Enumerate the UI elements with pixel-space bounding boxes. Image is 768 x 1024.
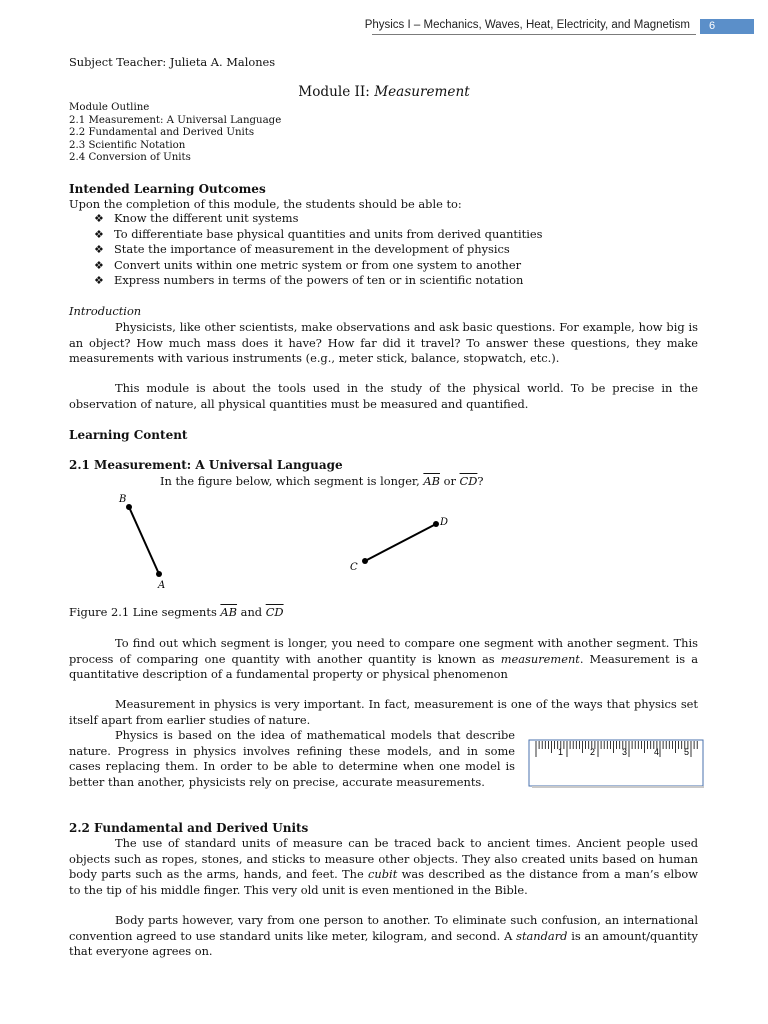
outline-item: 2.1 Measurement: A Universal Language	[69, 114, 282, 126]
ruler-number: 1	[558, 747, 564, 757]
caption-and: and	[237, 605, 266, 619]
question-prefix: In the figure below, which segment is longer,	[160, 474, 424, 488]
ruler-frame	[529, 740, 703, 786]
intro-p2-text: This module is about the tools used in the study of the physical world. To be precise in the observation of nature, all physical quantities must be measured and quantified.	[69, 381, 698, 411]
paragraph-standards-1	[69, 836, 698, 898]
outcome-item	[94, 211, 542, 227]
ruler-image	[528, 739, 704, 788]
segment-question	[160, 474, 484, 488]
compare-term: measurement	[500, 651, 580, 666]
standards-1-text-a: The use of standard units of measure can be traced back to ancient times. Ancient people used objects such as ropes, stones, and sticks to measure other objects. They also created units based on human body parts such as the arms, hands, and feet. The	[69, 836, 698, 881]
paragraph-importance	[69, 697, 698, 728]
question-suffix: ?	[477, 474, 484, 488]
learning-content-heading: Learning Content	[69, 428, 188, 442]
point-c	[362, 558, 368, 564]
figure-caption	[69, 605, 284, 619]
intro-paragraph-2	[69, 381, 698, 412]
ruler-shadow	[532, 786, 704, 788]
caption-cd: $\overline{CD}$	[265, 605, 284, 619]
module-outline	[69, 102, 698, 165]
paragraph-standards-2	[69, 913, 698, 960]
introduction-heading: Introduction	[69, 304, 142, 318]
ruler-number: 4	[654, 747, 660, 757]
diamond-bullet-icon: ❖	[94, 243, 104, 256]
outcomes-list	[94, 211, 542, 289]
question-or: or	[439, 474, 460, 488]
ruler-number: 3	[622, 747, 628, 757]
outline-item: 2.3 Scientific Notation	[69, 139, 186, 151]
segment-ab-line	[129, 507, 159, 574]
section-2-1-heading: 2.1 Measurement: A Universal Language	[69, 458, 343, 472]
outcome-text: Express numbers in terms of the powers of ten or in scientific notation	[114, 273, 524, 287]
standards-1-text-b: was described as the distance from a man’s elbow to the tip of his middle finger. This very old unit is even mentioned in the Bible.	[69, 867, 699, 897]
outcomes-lead: Upon the completion of this module, the students should be able to:	[69, 197, 462, 211]
point-a	[156, 571, 162, 577]
paragraph-models	[69, 728, 515, 790]
cubit-term: cubit	[368, 867, 398, 881]
outline-item: 2.4 Conversion of Units	[69, 152, 191, 164]
compare-text-a: To find out which segment is longer, you need to compare one segment with another segment. This process of comparing one quantity with another quantity is known as	[69, 636, 698, 666]
line-segments-figure	[100, 488, 480, 598]
diamond-bullet-icon: ❖	[94, 212, 104, 225]
intro-paragraph-1	[69, 320, 698, 367]
ruler-number: 2	[590, 747, 596, 757]
label-b: B	[119, 494, 127, 505]
outcome-item	[94, 227, 542, 243]
module-name: Measurement	[374, 84, 470, 100]
outcome-text: State the importance of measurement in the development of physics	[114, 242, 510, 256]
outcome-text: Convert units within one metric system or from one system to another	[114, 257, 522, 272]
importance-text: Measurement in physics is very important. In fact, measurement is one of the ways that physics set itself apart from earlier studies of nature.	[69, 697, 698, 727]
label-c: C	[350, 562, 358, 573]
paragraph-compare	[69, 636, 698, 683]
outcome-item	[94, 242, 542, 258]
point-b	[126, 504, 132, 510]
diamond-bullet-icon: ❖	[94, 258, 104, 272]
caption-prefix: Figure 2.1 Line segments	[69, 605, 221, 619]
models-text: Physics is based on the idea of mathematical models that describe nature. Progress in physics involves refining these models, and in some cases replacing them. In order to be able to determine when one model is better than another, physicists rely on precise, accurate measurements.	[69, 728, 515, 789]
label-a: A	[158, 580, 166, 591]
diamond-bullet-icon: ❖	[94, 274, 104, 287]
ruler-number: 5	[684, 747, 690, 757]
module-title	[0, 84, 768, 100]
segment-ab-label: $\overline{AB}$	[423, 474, 440, 488]
running-header	[0, 19, 768, 35]
intro-p1-text: Physicists, like other scientists, make observations and ask basic questions. For example, how big is an object? How much mass does it have? How far did it travel? To answer these questions, they make measurements with various instruments (e.g., meter stick, balance, stopwatch, etc.).	[69, 320, 698, 365]
page-number-badge: 6	[700, 19, 754, 34]
outline-heading: Module Outline	[69, 102, 150, 113]
compare-text-b: . Measurement is a quantitative description of a fundamental property or physical phenomenon	[69, 651, 698, 681]
section-2-2-heading: 2.2 Fundamental and Derived Units	[69, 821, 309, 835]
module-prefix: Module II:	[298, 84, 375, 100]
outcome-item	[94, 273, 542, 289]
outcome-text: To differentiate base physical quantities and units from derived quantities	[114, 226, 543, 241]
segment-cd-label: $\overline{CD}$	[459, 474, 478, 488]
header-title: Physics I – Mechanics, Waves, Heat, Electricity, and Magnetism	[364, 19, 690, 31]
outline-item: 2.2 Fundamental and Derived Units	[69, 127, 255, 139]
standards-2-text-a: Body parts however, vary from one person to another. To eliminate such confusion, an international convention agreed to use standard units like meter, kilogram, and second. A	[69, 913, 698, 943]
outcome-text: Know the different unit systems	[114, 211, 299, 225]
outcome-item	[94, 258, 542, 274]
caption-ab: $\overline{AB}$	[220, 605, 238, 619]
point-d	[433, 521, 439, 527]
standard-term: standard	[516, 928, 568, 943]
diamond-bullet-icon: ❖	[94, 227, 104, 241]
subject-teacher: Subject Teacher: Julieta A. Malones	[69, 55, 276, 69]
label-d: D	[440, 517, 449, 528]
outcomes-heading: Intended Learning Outcomes	[69, 182, 266, 196]
standards-2-text-b: is an amount/quantity that everyone agrees on.	[69, 928, 698, 958]
header-rule	[372, 34, 696, 35]
segment-cd-line	[365, 524, 436, 561]
